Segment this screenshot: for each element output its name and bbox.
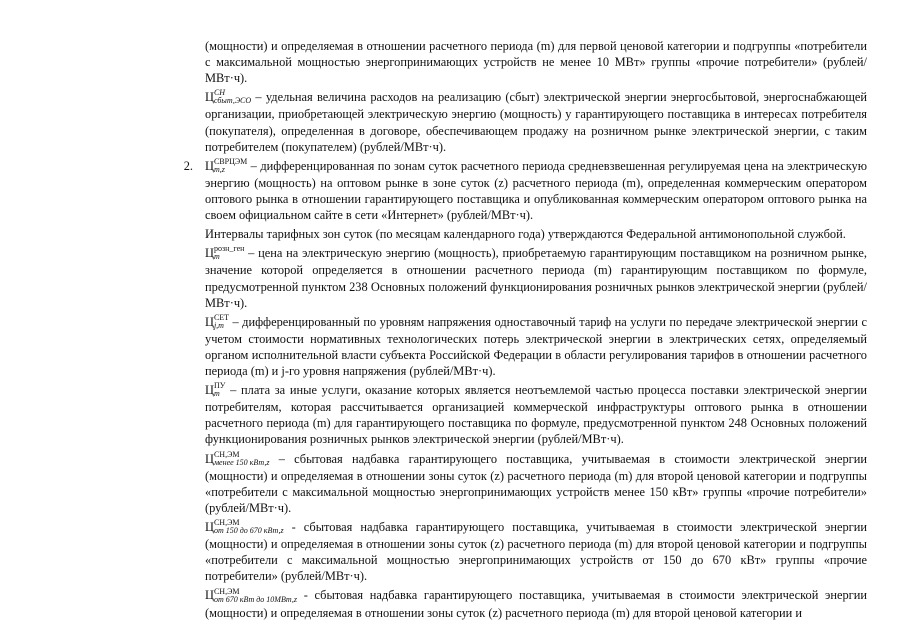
formula-symbol: Ц ПУ m — [205, 381, 226, 399]
definition-text: – плата за иные услуги, оказание которых является неотъемлемой частью процесса поставки электрической энергии потребителям, которая рассчитывается организацией коммерческой инфраструктуры оптового рынка в отношении расчетного периода (m) для гарантирующего поставщика по формуле, предусмотренной пунктом 248 Основных положений функционирования розничных рынков электрической энергии (рублей/МВт·ч). — [205, 383, 867, 447]
formula-symbol: Ц СВРЦЭМ m,z — [205, 156, 248, 174]
formula-symbol: Ц СН,ЭМ менее 150 кВт,z — [205, 449, 270, 467]
definition-text: – сбытовая надбавка гарантирующего поставщика, учитываемая в стоимости электрической энергии (мощности) и определяемая в отношении зоны суток (z) расчетного периода (m) для второй ценовой категории и подгруппы «потребители с максимальной мощностью энергопринимающих устройств менее 150 кВт» группы «прочие потребители» (рублей/МВт·ч). — [205, 451, 867, 515]
definition-set — [205, 314, 867, 379]
definition-text: - сбытовая надбавка гарантирующего поставщика, учитываемая в стоимости электрической энергии (мощности) и определяемая в отношении зоны суток (z) расчетного периода (m) для второй ценовой категории и подгруппы «потребители с максимальной мощностью энергопринимающих устройств от 150 до 670 кВт» группы «прочие потребители» (рублей/МВт·ч). — [205, 520, 867, 584]
paragraph-text: Интервалы тарифных зон суток (по месяцам календарного года) утверждаются Федеральной антимонопольной службой. — [205, 227, 846, 242]
paragraph-continuation — [205, 38, 867, 86]
formula-symbol: Ц СН,ЭМ от 150 до 670 кВт,z — [205, 518, 284, 536]
definition-text: – дифференцированный по уровням напряжения одноставочный тариф на услуги по передаче электрической энергии с учетом стоимости нормативных технологических потерь электрической энергии в электрических сетях, определяемый органом исполнительной власти субъекта Российской Федерации в области регулирования тарифов в отношении расчетного периода (m) и j-го уровня напряжения (рублей/МВт·ч). — [205, 314, 867, 379]
formula-symbol: Ц СН,ЭМ от 670 кВт до 10МВт,z — [205, 586, 298, 604]
definition-sn-em-less-150 — [205, 451, 867, 516]
paragraph-text: (мощности) и определяемая в отношении расчетного периода (m) для первой ценовой категории и подгруппы «потребители с максимальной мощностью энергопринимающих устройств не менее 10 МВт» группы «прочие потребители» (рублей/МВт·ч). — [205, 39, 867, 86]
definition-text: – цена на электрическую энергию (мощность), приобретаемую гарантирующим поставщиком на розничном рынке, значение которой определяется в отношении расчетного периода (m) гарантирующим поставщиком по формуле, предусмотренной пунктом 238 Основных положений функционирования розничных рынков электрической энергии (рублей/МВт·ч). — [205, 246, 867, 310]
definition-rozn-gen — [205, 245, 867, 310]
definition-text: - сбытовая надбавка гарантирующего поставщика, учитываемая в стоимости электрической энергии (мощности) и определяемая в отношении зоны суток (z) расчетного периода (m) для второй ценовой категории и — [205, 588, 867, 620]
definition-sn-em-670-10mw — [205, 587, 867, 620]
paragraph-intervals — [205, 226, 867, 242]
formula-symbol: Ц розн_ген m — [205, 244, 245, 262]
definition-pu — [205, 382, 867, 447]
formula-symbol: Ц СЕТ j,m — [205, 312, 230, 330]
definition-text: – удельная величина расходов на реализацию (сбыт) электрической энергии энергосбытовой, энергоснабжающей организации, приобретающей электрическую энергию (мощность) у гарантирующего поставщика в интересах потребителя (покупателя), определенная в договоре, обеспечивающем продажу на розничном рынке электрической энергии, с таким потребителем (покупателем) (рублей/МВт·ч). — [205, 90, 867, 154]
definition-svrcem — [183, 156, 867, 223]
formula-symbol: Ц СН сбыт,ЭСО — [205, 88, 252, 106]
definition-sbyt-eso — [205, 89, 867, 154]
definition-text: – дифференцированная по зонам суток расчетного периода средневзвешенная регулируемая цена на электрическую энергию (мощность) на оптовом рынке в зоне суток (z) расчетного периода (m), определенная коммерческим оператором оптового рынка в отношении гарантирующего поставщика и опубликованная коммерческим оператором оптового рынка на своем официальном сайте в сети «Интернет» (рублей/МВт·ч). — [205, 158, 867, 223]
list-item-number: 2. — [183, 158, 193, 173]
document-body — [183, 38, 867, 624]
definition-sn-em-150-670 — [205, 519, 867, 584]
